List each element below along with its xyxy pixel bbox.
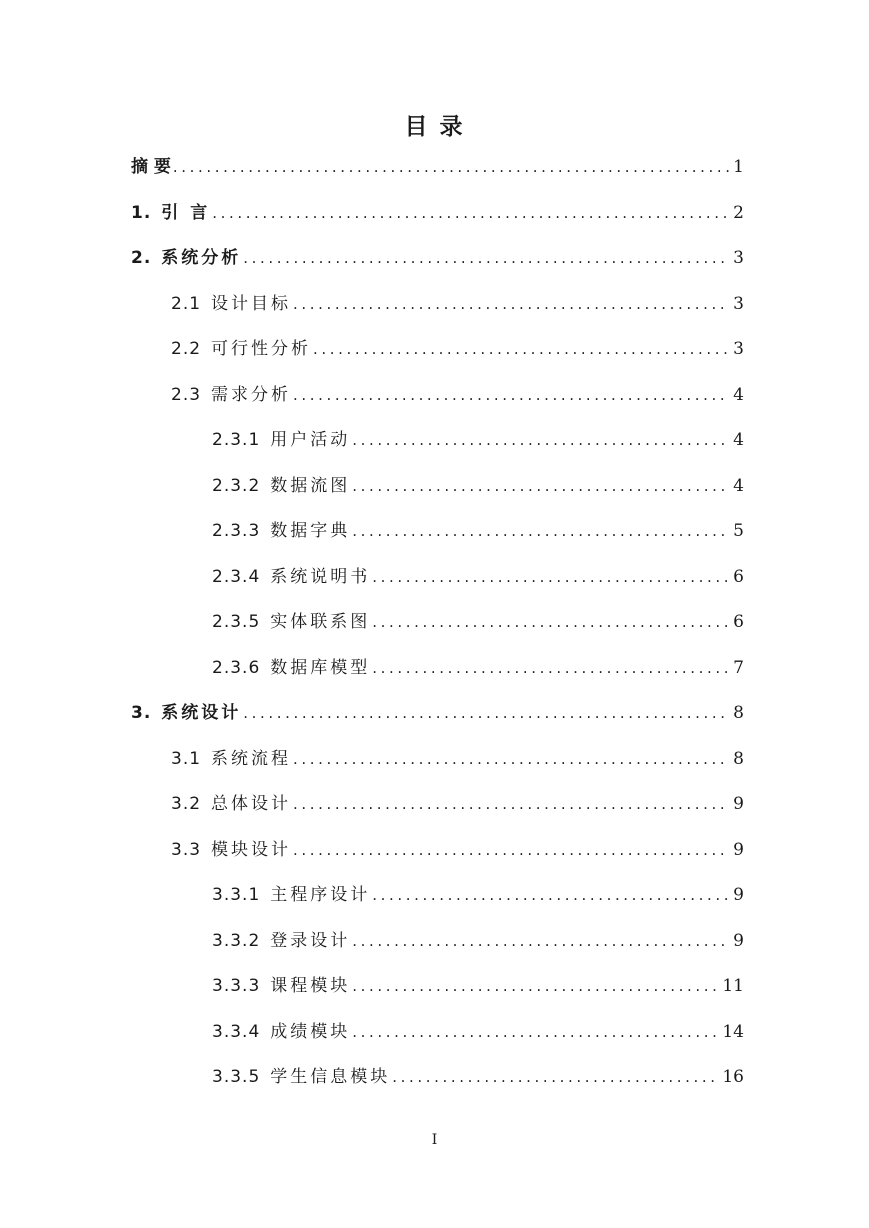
toc-entry-title: 引 言 — [161, 203, 211, 223]
toc-entry-title: 数据库模型 — [270, 658, 371, 678]
toc-dot-leader — [392, 1066, 718, 1088]
toc-entry-2-3-3[interactable] — [212, 516, 744, 542]
toc-entry-title: 课程模块 — [270, 976, 351, 996]
toc-entry-title: 设计目标 — [211, 294, 292, 314]
footer-page-number: I — [431, 1132, 438, 1148]
toc-section-number: 3.2 — [171, 794, 202, 814]
toc-dot-leader — [352, 1021, 718, 1043]
toc-dot-leader — [352, 930, 729, 952]
toc-entry-2-3[interactable] — [171, 380, 744, 406]
toc-dot-leader — [352, 475, 729, 497]
toc-dot-leader — [372, 884, 729, 906]
toc-entry-title: 实体联系图 — [270, 612, 371, 632]
toc-dot-leader — [243, 702, 729, 724]
toc-entry-title: 系统分析 — [161, 248, 242, 268]
toc-page-number: 6 — [733, 612, 744, 632]
toc-section-number: 2.3.4 — [212, 567, 261, 587]
toc-page-number: 3 — [733, 339, 744, 359]
toc-page-number: 3 — [733, 294, 744, 314]
toc-dot-leader — [293, 293, 729, 315]
toc-entry-3-2[interactable] — [171, 789, 744, 815]
toc-section-number: 2.3.2 — [212, 476, 261, 496]
toc-entry-title: 登录设计 — [270, 931, 351, 951]
toc-page-number: 9 — [733, 931, 744, 951]
toc-section-number: 2.1 — [171, 294, 202, 314]
toc-entry-2-3-4[interactable] — [212, 562, 744, 588]
toc-entry-title: 系统设计 — [161, 703, 242, 723]
toc-page-number: 11 — [722, 976, 744, 996]
toc-section-number: 2.3.6 — [212, 658, 261, 678]
toc-dot-leader — [372, 566, 729, 588]
toc-page-number: 14 — [722, 1022, 744, 1042]
toc-entry-abstract[interactable] — [131, 152, 744, 178]
toc-entry-3-3-4[interactable] — [212, 1017, 744, 1043]
toc-page-number: 6 — [733, 567, 744, 587]
toc-page-number: 9 — [733, 840, 744, 860]
toc-entry-title: 成绩模块 — [270, 1022, 351, 1042]
toc-entry-3-3-3[interactable] — [212, 971, 744, 997]
toc-entry-title: 数据流图 — [270, 476, 351, 496]
toc-section-number: 3.3.2 — [212, 931, 261, 951]
toc-entry-3-3-1[interactable] — [212, 880, 744, 906]
toc-entry-title: 总体设计 — [211, 794, 292, 814]
toc-section-number: 2. — [131, 248, 152, 268]
toc-dot-leader — [352, 520, 729, 542]
toc-entry-title: 用户活动 — [270, 430, 351, 450]
toc-dot-leader — [243, 247, 729, 269]
toc-page-number: 8 — [733, 749, 744, 769]
toc-page-number: 4 — [733, 430, 744, 450]
toc-entry-2-2[interactable] — [171, 334, 744, 360]
toc-section-number: 3.3.3 — [212, 976, 261, 996]
toc-section-number: 3.1 — [171, 749, 202, 769]
toc-page-number: 1 — [733, 157, 744, 177]
toc-page-number: 9 — [733, 794, 744, 814]
toc-entry-title: 系统流程 — [211, 749, 292, 769]
toc-entry-2-3-5[interactable] — [212, 607, 744, 633]
toc-dot-leader — [173, 156, 729, 178]
toc-dot-leader — [313, 338, 729, 360]
toc-entry-2-1[interactable] — [171, 289, 744, 315]
toc-dot-leader — [372, 657, 729, 679]
toc-entry-3-3-2[interactable] — [212, 926, 744, 952]
page-title: 目 录 — [404, 114, 465, 140]
toc-page-number: 3 — [733, 248, 744, 268]
toc-page-number: 4 — [733, 476, 744, 496]
toc-section-number: 2.3 — [171, 385, 202, 405]
toc-page-number: 9 — [733, 885, 744, 905]
toc-section-number: 3. — [131, 703, 152, 723]
toc-entry-title: 摘 要 — [131, 157, 171, 177]
toc-entry-3-1[interactable] — [171, 744, 744, 770]
toc-entry-title: 数据字典 — [270, 521, 351, 541]
toc-section-number: 3.3.1 — [212, 885, 261, 905]
toc-section-number: 3.3.5 — [212, 1067, 261, 1087]
toc-page-number: 5 — [733, 521, 744, 541]
toc-entry-1[interactable] — [131, 198, 744, 224]
toc-page-number: 16 — [722, 1067, 744, 1087]
toc-entry-2-3-2[interactable] — [212, 471, 744, 497]
toc-entry-3-3[interactable] — [171, 835, 744, 861]
toc-entry-title: 模块设计 — [211, 840, 292, 860]
toc-page-number: 8 — [733, 703, 744, 723]
toc-entry-title: 可行性分析 — [211, 339, 312, 359]
toc-entry-3-3-5[interactable] — [212, 1062, 744, 1088]
toc-section-number: 2.3.3 — [212, 521, 261, 541]
toc-entry-3[interactable] — [131, 698, 744, 724]
toc-dot-leader — [293, 793, 729, 815]
toc-entry-2-3-6[interactable] — [212, 653, 744, 679]
toc-dot-leader — [293, 839, 729, 861]
toc-entry-title: 学生信息模块 — [270, 1067, 391, 1087]
toc-dot-leader — [352, 975, 718, 997]
toc-dot-leader — [372, 611, 729, 633]
toc-section-number: 2.3.1 — [212, 430, 261, 450]
toc-entry-title: 主程序设计 — [270, 885, 371, 905]
toc-dot-leader — [212, 202, 729, 224]
toc-section-number: 1. — [131, 203, 152, 223]
toc-section-number: 3.3.4 — [212, 1022, 261, 1042]
toc-dot-leader — [352, 429, 729, 451]
toc-entry-2[interactable] — [131, 243, 744, 269]
toc-section-number: 3.3 — [171, 840, 202, 860]
toc-entry-2-3-1[interactable] — [212, 425, 744, 451]
toc-dot-leader — [293, 748, 729, 770]
toc-dot-leader — [293, 384, 729, 406]
toc-entry-title: 系统说明书 — [270, 567, 371, 587]
toc-entry-title: 需求分析 — [211, 385, 292, 405]
toc-section-number: 2.2 — [171, 339, 202, 359]
toc-section-number: 2.3.5 — [212, 612, 261, 632]
toc-page-number: 2 — [733, 203, 744, 223]
toc-page-number: 7 — [733, 658, 744, 678]
toc-page-number: 4 — [733, 385, 744, 405]
